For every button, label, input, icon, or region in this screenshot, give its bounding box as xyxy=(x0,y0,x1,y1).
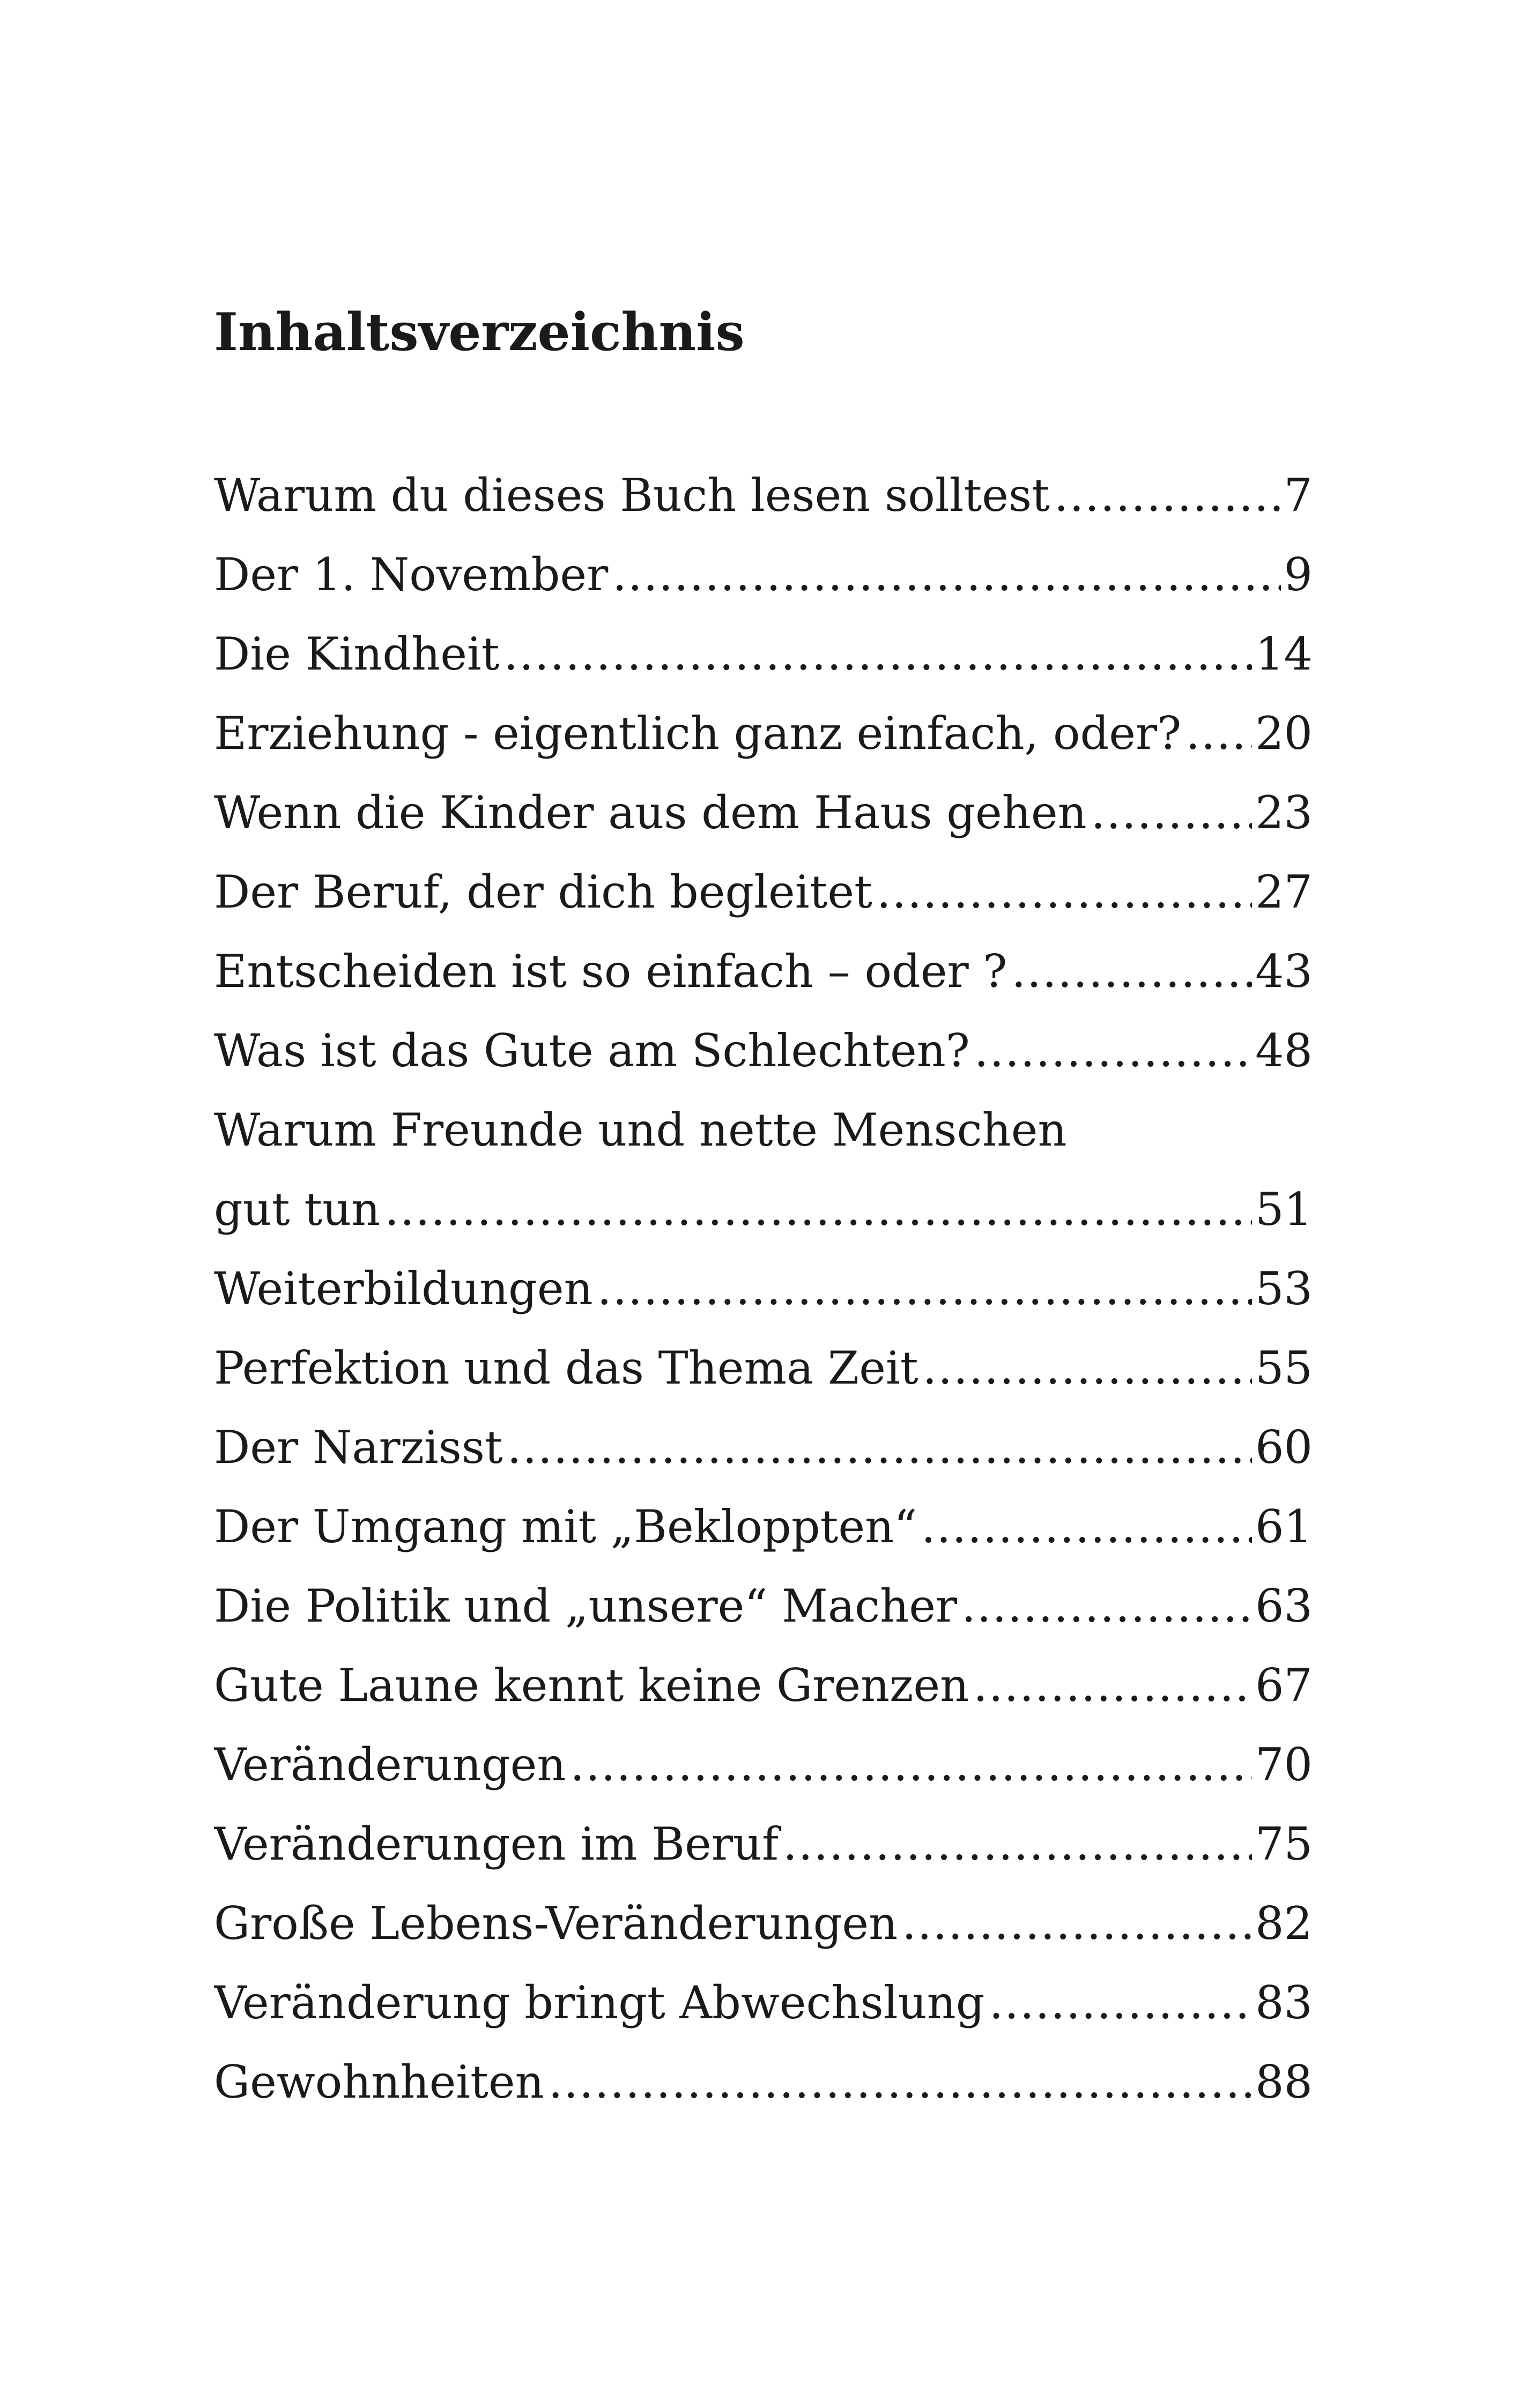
toc-page-number: 67 xyxy=(1255,1659,1313,1712)
toc-dot-leader xyxy=(961,1566,1252,1646)
toc-entry xyxy=(214,1170,1313,1249)
toc-entry xyxy=(214,1963,1313,2042)
toc-entry xyxy=(214,456,1313,535)
toc-entry xyxy=(214,1249,1313,1328)
toc-entry-title: Der 1. November xyxy=(214,548,609,601)
toc-page-number: 9 xyxy=(1284,548,1313,601)
toc-page-number: 55 xyxy=(1255,1342,1313,1394)
toc-entry-title: Die Kindheit xyxy=(214,628,500,680)
toc-entry-title: Der Narzisst xyxy=(214,1421,503,1474)
page-title: Inhaltsverzeichnis xyxy=(214,302,745,362)
toc-entry xyxy=(214,535,1313,614)
toc-entry-title: Warum du dieses Buch lesen solltest xyxy=(214,469,1050,522)
toc-dot-leader xyxy=(507,1408,1252,1487)
toc-dot-leader xyxy=(973,1646,1252,1725)
toc-entry xyxy=(214,1646,1313,1725)
toc-page-number: 82 xyxy=(1255,1897,1313,1950)
toc-entry xyxy=(214,1408,1313,1487)
toc-page-number: 14 xyxy=(1255,628,1313,680)
toc-entry xyxy=(214,1011,1313,1090)
toc-entry-continued xyxy=(214,1090,1313,1170)
toc-entry xyxy=(214,773,1313,852)
toc-entry-title: Gewohnheiten xyxy=(214,2056,544,2108)
toc-dot-leader xyxy=(1185,694,1252,773)
toc-dot-leader xyxy=(902,1884,1252,1963)
toc-page-number: 20 xyxy=(1255,707,1313,760)
toc-entry-title: Der Beruf, der dich begleitet xyxy=(214,866,872,918)
toc-dot-leader xyxy=(921,1487,1252,1566)
toc-page-number: 70 xyxy=(1255,1738,1313,1791)
toc-page-number: 43 xyxy=(1255,945,1313,998)
toc-entry-title: Veränderung bringt Abwechslung xyxy=(214,1976,985,2029)
toc-dot-leader xyxy=(612,535,1280,614)
toc-dot-leader xyxy=(783,1804,1252,1884)
toc-entry-title: Perfektion und das Thema Zeit xyxy=(214,1342,918,1394)
toc-entry xyxy=(214,2042,1313,2122)
toc-dot-leader xyxy=(384,1170,1252,1249)
table-of-contents xyxy=(214,456,1313,2122)
toc-entry-title: Erziehung - eigentlich ganz einfach, oder? xyxy=(214,707,1182,760)
toc-page-number: 60 xyxy=(1255,1421,1313,1474)
toc-page-number: 7 xyxy=(1284,469,1313,522)
toc-page-number: 75 xyxy=(1255,1818,1313,1870)
toc-entry xyxy=(214,1487,1313,1566)
toc-entry-title: Der Umgang mit „Bekloppten“ xyxy=(214,1500,917,1553)
toc-dot-leader xyxy=(877,852,1252,932)
toc-dot-leader xyxy=(974,1011,1252,1090)
toc-dot-leader xyxy=(570,1725,1252,1804)
toc-dot-leader xyxy=(597,1249,1252,1328)
toc-entry-title: Weiterbildungen xyxy=(214,1262,593,1315)
toc-entry-title: Wenn die Kinder aus dem Haus gehen xyxy=(214,786,1087,839)
toc-dot-leader xyxy=(923,1328,1253,1408)
toc-entry-title: Große Lebens-Veränderungen xyxy=(214,1897,898,1950)
toc-entry-title: Die Politik und „unsere“ Macher xyxy=(214,1580,958,1632)
toc-page-number: 48 xyxy=(1255,1024,1313,1077)
toc-entry-title: gut tun xyxy=(214,1183,381,1236)
toc-entry xyxy=(214,614,1313,694)
toc-entry-title: Gute Laune kennt keine Grenzen xyxy=(214,1659,969,1712)
toc-page-number: 63 xyxy=(1255,1580,1313,1632)
toc-page-number: 88 xyxy=(1255,2056,1313,2108)
toc-dot-leader xyxy=(989,1963,1253,2042)
toc-entry xyxy=(214,852,1313,932)
toc-page-number: 23 xyxy=(1255,786,1313,839)
toc-entry xyxy=(214,1804,1313,1884)
toc-dot-leader xyxy=(1054,456,1281,535)
toc-entry-title: Veränderungen im Beruf xyxy=(214,1818,779,1870)
toc-page-number: 27 xyxy=(1255,866,1313,918)
toc-page-number: 61 xyxy=(1255,1500,1313,1553)
toc-entry xyxy=(214,932,1313,1011)
toc-page-number: 51 xyxy=(1255,1183,1313,1236)
toc-entry xyxy=(214,1725,1313,1804)
toc-entry xyxy=(214,1328,1313,1408)
toc-entry xyxy=(214,694,1313,773)
toc-page-number: 83 xyxy=(1255,1976,1313,2029)
toc-entry-title: Entscheiden ist so einfach – oder ? xyxy=(214,945,1007,998)
toc-entry-title: Warum Freunde und nette Menschen xyxy=(214,1104,1067,1156)
toc-dot-leader xyxy=(504,614,1253,694)
toc-entry-title: Was ist das Gute am Schlechten? xyxy=(214,1024,970,1077)
toc-page-number: 53 xyxy=(1255,1262,1313,1315)
toc-dot-leader xyxy=(1091,773,1252,852)
toc-entry xyxy=(214,1884,1313,1963)
toc-dot-leader xyxy=(1011,932,1252,1011)
toc-entry xyxy=(214,1566,1313,1646)
toc-dot-leader xyxy=(549,2042,1252,2122)
toc-entry-title: Veränderungen xyxy=(214,1738,566,1791)
